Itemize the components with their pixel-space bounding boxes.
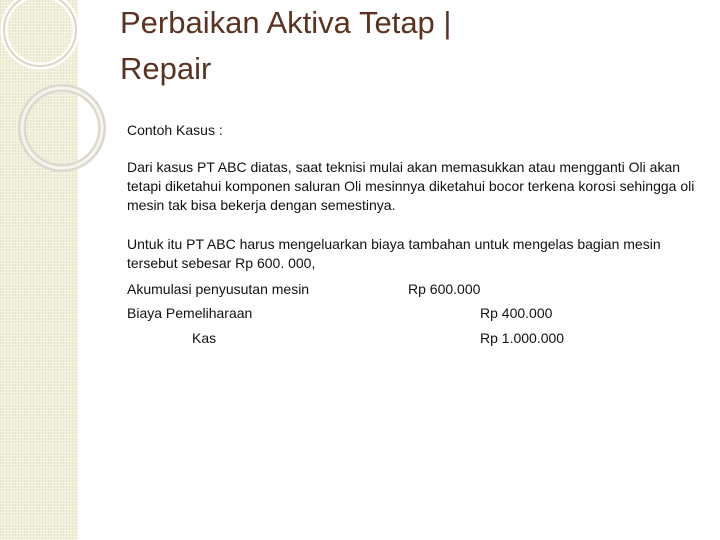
case-heading: Contoh Kasus : [127,122,223,138]
case-paragraph-1: Dari kasus PT ABC diatas, saat teknisi mulai akan memasukkan atau mengganti Oli akan tetapi diketahui komponen saluran Oli mesinnya diketahui bocor terkena korosi sehingga oli mesin tak bisa bekerja dengan semestinya. [127,159,695,213]
journal-account-debit: Akumulasi penyusutan mesin [127,281,310,297]
case-paragraph-2: Untuk itu PT ABC harus mengeluarkan biaya tambahan untuk mengelas bagian mesin tersebut sebesar Rp 600. 000, [127,236,661,271]
journal-debit-amount: Rp 600.000 [408,281,481,297]
slide-title [120,0,680,92]
journal-credit-amount-1: Rp 400.000 [480,305,553,321]
title-line-2: Repair [120,51,212,86]
journal-account-credit-1: Biaya Pemeliharaan [127,305,253,321]
decorative-rings-icon [0,0,140,200]
journal-credit-amount-2: Rp 1.000.000 [480,330,565,346]
title-line-1: Perbaikan Aktiva Tetap | [120,5,452,40]
journal-account-credit-2: Kas [192,330,217,346]
